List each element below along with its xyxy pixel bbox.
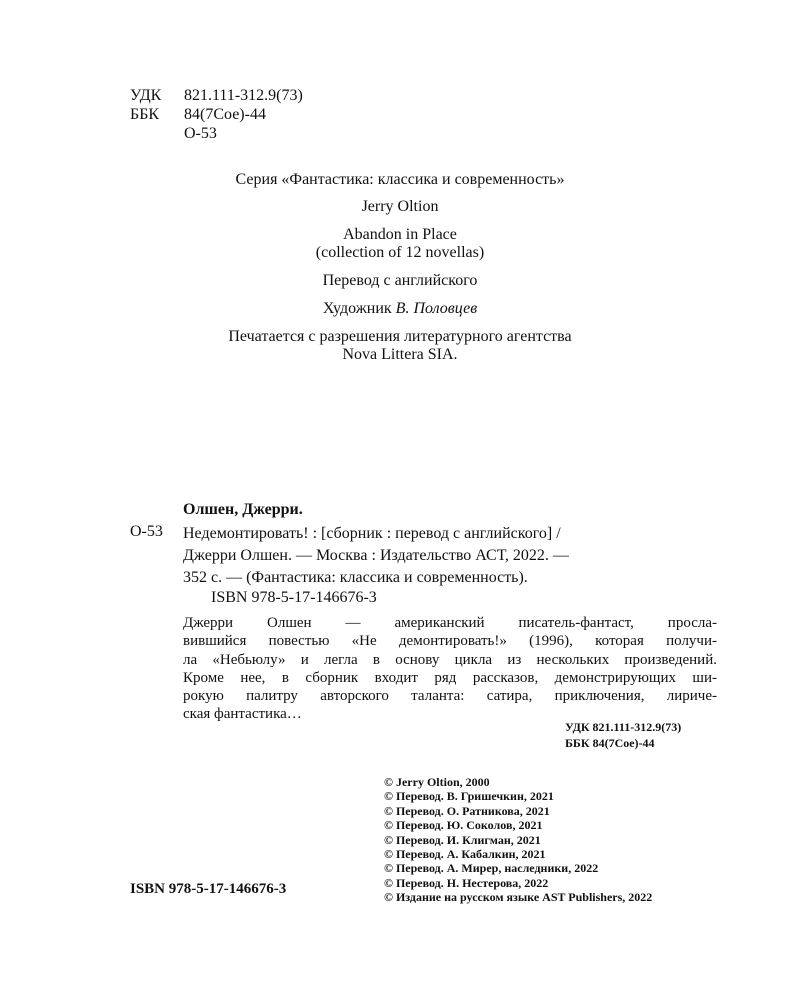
annotation-index bbox=[565, 719, 681, 751]
udk-label: УДК bbox=[130, 87, 162, 104]
annotation-line: рокую палитру авторского таланта: сатира, приключения, лириче- bbox=[183, 688, 717, 705]
copyright-line: © Перевод. И. Клигман, 2021 bbox=[384, 832, 541, 847]
annotation-line: Джерри Олшен — американский писатель-фантаст, просла- bbox=[183, 615, 717, 631]
copyright-line: © Перевод. А. Кабалкин, 2021 bbox=[384, 847, 546, 862]
bib-code: О-53 bbox=[130, 523, 163, 540]
bib-isbn: ISBN 978-5-17-146676-3 bbox=[211, 589, 377, 606]
bib-description bbox=[183, 523, 713, 589]
bbk-value: 84(7Сое)-44 bbox=[184, 106, 266, 123]
copyright-line: © Перевод. Н. Нестерова, 2022 bbox=[384, 875, 549, 890]
bib-author: Олшен, Джерри. bbox=[183, 501, 303, 518]
udk-value: 821.111-312.9(73) bbox=[184, 87, 303, 104]
annotation-line: вившийся повестью «Не демонтировать!» (1996), которая получи- bbox=[183, 633, 717, 650]
artist-label: Художник bbox=[322, 300, 392, 317]
classification-block bbox=[130, 86, 303, 143]
annotation bbox=[183, 614, 717, 724]
copyright-line: © Издание на русском языке AST Publishers, 2022 bbox=[384, 890, 653, 905]
series-line: Серия «Фантастика: классика и современность» bbox=[235, 171, 565, 188]
bib-line: 352 с. — (Фантастика: классика и современность). bbox=[183, 569, 528, 586]
copyright-line: © Перевод. Ю. Соколов, 2021 bbox=[384, 818, 543, 833]
bib-line: Недемонтировать! : [сборник : перевод с английского] / bbox=[183, 525, 561, 542]
copyright-line: © Перевод. В. Гришечкин, 2021 bbox=[384, 789, 554, 804]
author-en: Jerry Oltion bbox=[361, 198, 439, 215]
artist-line bbox=[0, 300, 800, 318]
author-mark: О-53 bbox=[184, 125, 217, 142]
annotation-line: ла «Небьюлу» и легла в основу цикла из нескольких произведений. bbox=[183, 651, 717, 668]
bib-line: Джерри Олшен. — Москва : Издательство АСТ, 2022. — bbox=[183, 547, 569, 564]
annotation-line: Кроме нее, в сборник входит ряд рассказов, демонстрирующих ши- bbox=[183, 669, 717, 686]
translation-line: Перевод с английского bbox=[322, 272, 478, 289]
isbn-bottom: ISBN 978-5-17-146676-3 bbox=[130, 881, 287, 897]
udk-row bbox=[130, 86, 303, 105]
annotation-bbk: ББК 84(7Сое)-44 bbox=[565, 736, 655, 750]
copyright-line: © Перевод. А. Мирер, наследники, 2022 bbox=[384, 861, 599, 876]
bbk-label: ББК bbox=[130, 106, 160, 123]
artist-name: В. Половцев bbox=[395, 300, 478, 317]
permission-line-2: Nova Littera SIA. bbox=[342, 346, 458, 363]
author-mark-row bbox=[130, 124, 303, 143]
permission-line-1: Печатается с разрешения литературного агентства bbox=[228, 328, 572, 345]
bbk-row bbox=[130, 105, 303, 124]
copyright-line: © Jerry Oltion, 2000 bbox=[384, 775, 490, 789]
copyright-line: © Перевод. О. Ратникова, 2021 bbox=[384, 803, 550, 818]
annotation-line: ская фантастика… bbox=[183, 706, 302, 723]
copyright-block bbox=[384, 775, 652, 905]
title-en-line-1: Abandon in Place bbox=[343, 226, 457, 243]
annotation-udk: УДК 821.111-312.9(73) bbox=[565, 720, 682, 734]
title-en-line-2: (collection of 12 novellas) bbox=[315, 244, 485, 261]
